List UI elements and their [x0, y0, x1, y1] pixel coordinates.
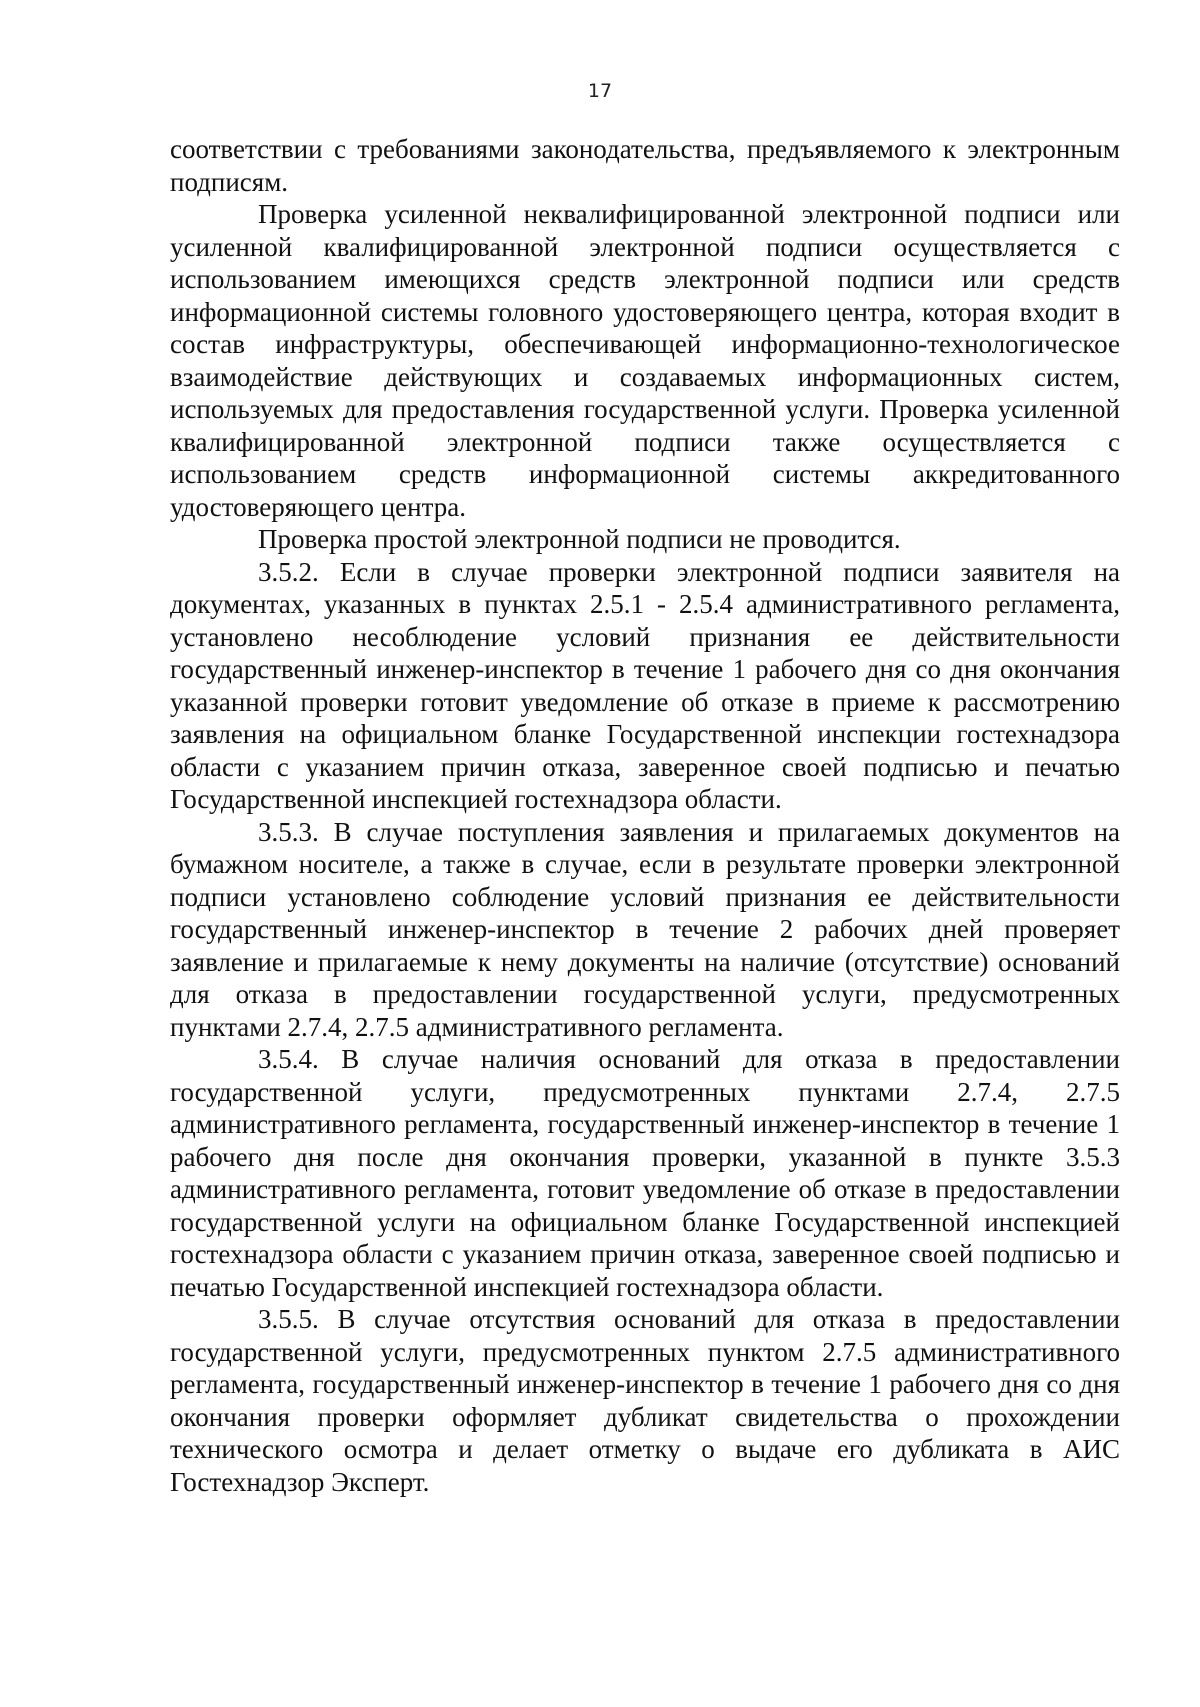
clause-3-5-4: 3.5.4. В случае наличия оснований для отказа в предоставлении государственной услуги, предусмотренных пунктами 2.7.4, 2.7.5 административного регламента, государственный инженер-инспектор в течение 1 рабочего дня после дня окончания проверки, указанной в пункте 3.5.3 административного регламента, готовит уведомление об отказе в предоставлении государственной услуги на официальном бланке Государственной инспекцией гостехнадзора области с указанием причин отказа, заверенное своей подписью и печатью Государственной инспекцией гостехнадзора области. [170, 1044, 1120, 1302]
paragraph-simple-signature: Проверка простой электронной подписи не проводится. [258, 524, 901, 554]
document-body [170, 133, 1120, 1498]
paragraph-signature-verification: Проверка усиленной неквалифицированной электронной подписи или усиленной квалифицированной электронной подписи осуществляется с использованием имеющихся средств электронной подписи или средств информационной системы головного удостоверяющего центра, которая входит в состав инфраструктуры, обеспечивающей информационно-технологическое взаимодействие действующих и создаваемых информационных систем, используемых для предоставления государственной услуги. Проверка усиленной квалифицированной электронной подписи также осуществляется с использованием средств информационной системы аккредитованного удостоверяющего центра. [170, 199, 1120, 522]
clause-3-5-3: 3.5.3. В случае поступления заявления и прилагаемых документов на бумажном носителе, а также в случае, если в результате проверки электронной подписи установлено соблюдение условий признания ее действительности государственный инженер-инспектор в течение 2 рабочих дней проверяет заявление и прилагаемые к нему документы на наличие (отсутствие) оснований для отказа в предоставлении государственной услуги, предусмотренных пунктами 2.7.4, 2.7.5 административного регламента. [170, 816, 1120, 1042]
paragraph-continuation: соответствии с требованиями законодательства, предъявляемого к электронным подписям. [170, 134, 1120, 197]
clause-3-5-5: 3.5.5. В случае отсутствия оснований для отказа в предоставлении государственной услуги, предусмотренных пунктом 2.7.5 административного регламента, государственный инженер-инспектор в течение 1 рабочего дня со дня окончания проверки оформляет дубликат свидетельства о прохождении технического осмотра и делает отметку о выдаче его дубликата в АИС Гостехнадзор Эксперт. [170, 1304, 1120, 1497]
page-number: 17 [587, 80, 613, 102]
clause-3-5-2: 3.5.2. Если в случае проверки электронной подписи заявителя на документах, указанных в пунктах 2.5.1 - 2.5.4 административного регламента, установлено несоблюдение условий признания ее действительности государственный инженер-инспектор в течение 1 рабочего дня со дня окончания указанной проверки готовит уведомление об отказе в приеме к рассмотрению заявления на официальном бланке Государственной инспекции гостехнадзора области с указанием причин отказа, заверенное своей подписью и печатью Государственной инспекцией гостехнадзора области. [170, 556, 1120, 814]
